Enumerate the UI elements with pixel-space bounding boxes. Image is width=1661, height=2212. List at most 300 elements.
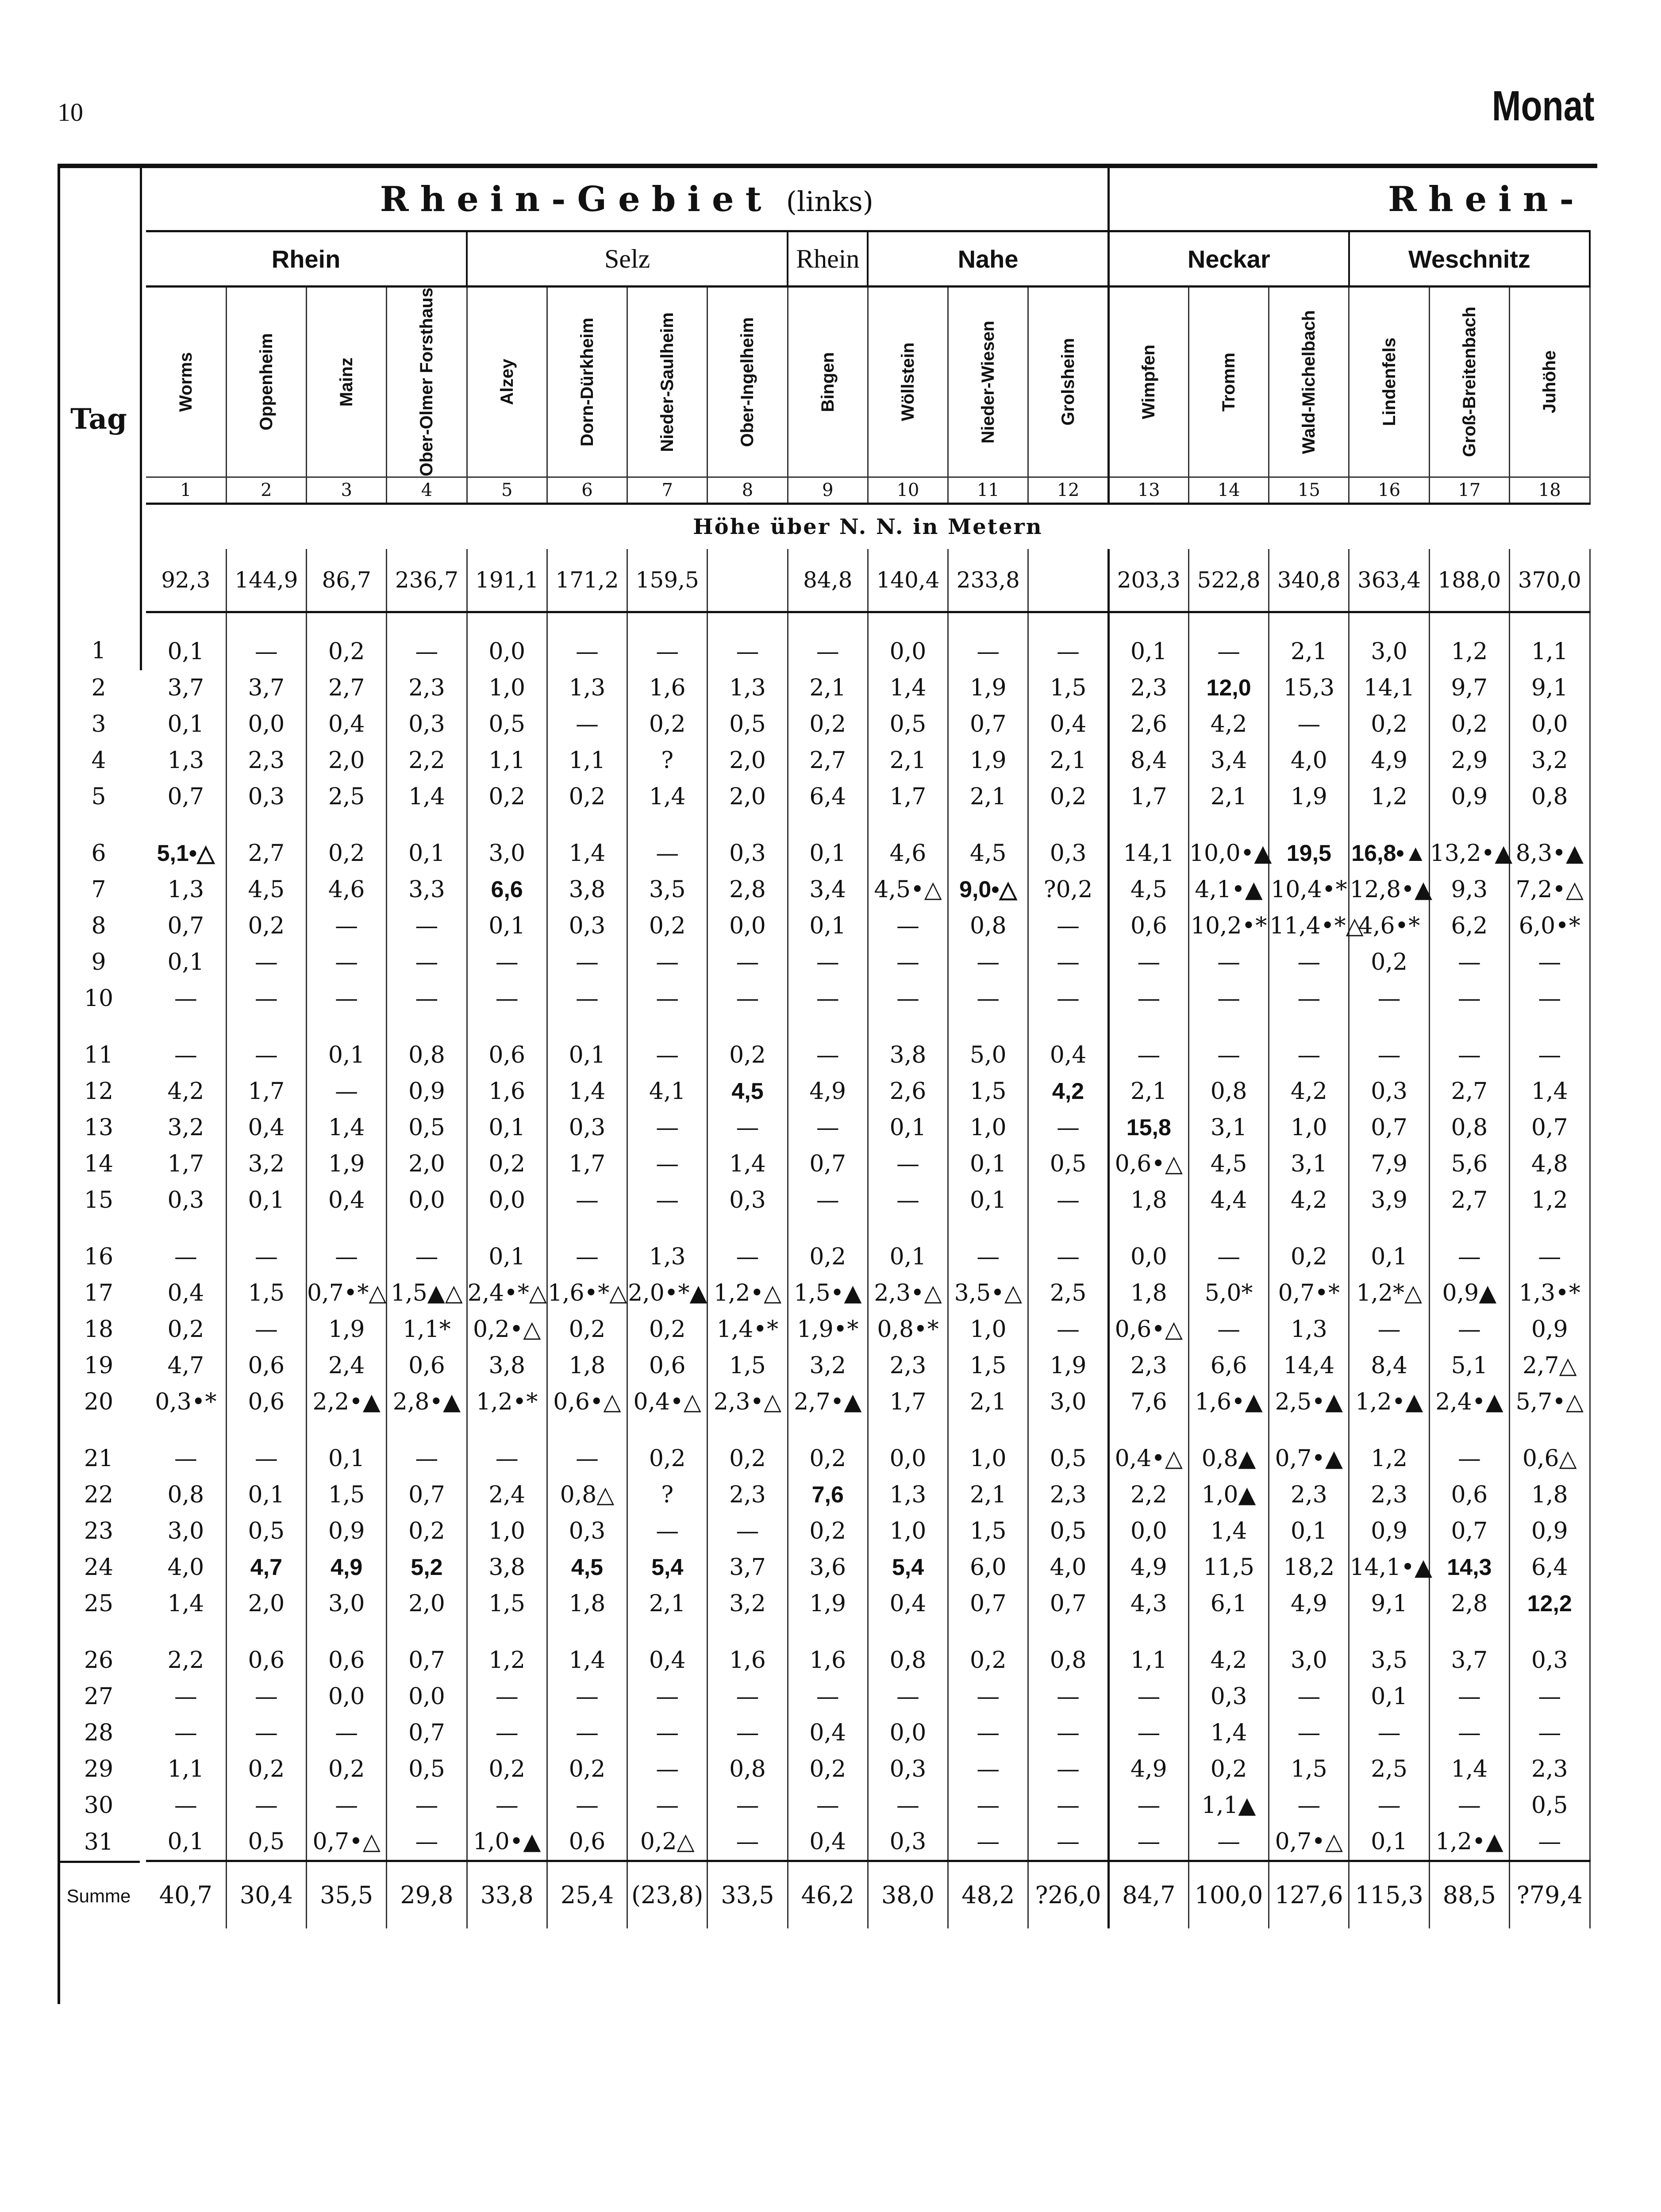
table-cell: 14,1 [1349, 670, 1429, 706]
table-cell: — [146, 1218, 226, 1275]
table-cell: 0,6 [226, 1348, 306, 1384]
summe-value: (23,8) [627, 1861, 707, 1928]
table-cell: 4,9 [1108, 1549, 1188, 1586]
table-cell: 0,2•△ [467, 1311, 547, 1348]
table-cell: 0,1 [1349, 1824, 1429, 1861]
station-header-row [146, 287, 1590, 477]
region-right-header [1108, 168, 1590, 231]
table-cell: 1,0▲ [1188, 1477, 1269, 1513]
table-cell: 1,2•* [467, 1384, 547, 1420]
summe-value: 46,2 [788, 1861, 868, 1928]
elevation-value: 140,4 [868, 549, 948, 612]
table-cell: — [948, 1824, 1028, 1861]
column-number: 2 [226, 477, 306, 503]
table-cell: — [1028, 1218, 1108, 1275]
table-row [146, 1182, 1590, 1218]
table-cell: — [547, 1218, 627, 1275]
table-cell: 0,7 [146, 908, 226, 944]
table-cell: — [788, 980, 868, 1017]
station-name: Worms [176, 352, 196, 412]
table-cell: — [307, 944, 387, 980]
table-cell: 0,0 [868, 1420, 948, 1477]
table-cell: — [1188, 1017, 1269, 1073]
table-cell: 2,7•▲ [788, 1384, 868, 1420]
column-number: 15 [1269, 477, 1349, 503]
table-cell: 4,2 [1269, 1182, 1349, 1218]
table-row [146, 1622, 1590, 1678]
station-name: Grolsheim [1058, 338, 1078, 426]
table-cell: 0,3 [1188, 1678, 1269, 1715]
station-name: Nieder-Wiesen [978, 320, 998, 444]
table-cell: — [1188, 980, 1269, 1017]
station-header [1429, 287, 1509, 477]
table-cell: 0,8 [868, 1622, 948, 1678]
table-cell: — [1028, 1311, 1108, 1348]
table-row [146, 742, 1590, 779]
table-cell: 0,2 [788, 1513, 868, 1549]
table-cell: — [1188, 1824, 1269, 1861]
table-cell: — [1349, 1787, 1429, 1824]
table-cell: 3,0 [1269, 1622, 1349, 1678]
table-cell: — [547, 1420, 627, 1477]
table-cell: 0,6•△ [547, 1384, 627, 1420]
table-cell: 2,3 [1510, 1751, 1590, 1787]
table-cell: 0,1 [226, 1477, 306, 1513]
table-cell: 0,9 [307, 1513, 387, 1549]
table-cell: 0,2 [307, 612, 387, 670]
table-cell: — [467, 1715, 547, 1751]
table-cell: 0,2 [627, 1420, 707, 1477]
table-cell: 0,3 [1510, 1622, 1590, 1678]
station-header [387, 287, 467, 477]
table-cell: 0,1 [868, 1110, 948, 1146]
table-cell: — [1269, 980, 1349, 1017]
table-cell: 9,0•△ [948, 872, 1028, 908]
table-cell: — [868, 1146, 948, 1182]
table-top-border [58, 164, 1597, 168]
table-cell: 0,4 [868, 1586, 948, 1622]
table-cell: 3,2 [226, 1146, 306, 1182]
table-cell: — [788, 612, 868, 670]
table-cell: 3,7 [226, 670, 306, 706]
table-row [146, 1824, 1590, 1861]
summe-value: ?79,4 [1510, 1861, 1590, 1928]
table-cell: 4,9 [1349, 742, 1429, 779]
table-cell: 15,8 [1108, 1110, 1188, 1146]
table-row [146, 1751, 1590, 1787]
table-cell: 0,0 [868, 612, 948, 670]
station-name: Wöllstein [898, 342, 918, 422]
station-header [788, 287, 868, 477]
table-cell: — [226, 612, 306, 670]
table-cell: — [226, 1420, 306, 1477]
table-cell: 0,8 [146, 1477, 226, 1513]
table-cell: 5,4 [868, 1549, 948, 1586]
table-cell: 1,9 [1028, 1348, 1108, 1384]
table-cell: — [1028, 908, 1108, 944]
table-cell: 0,7•*△ [307, 1275, 387, 1311]
table-cell: 1,0 [467, 1513, 547, 1549]
table-cell: 2,7 [307, 670, 387, 706]
table-cell: 0,8 [948, 908, 1028, 944]
table-cell: — [1028, 1715, 1108, 1751]
table-cell: — [1028, 1182, 1108, 1218]
table-cell: 1,1 [547, 742, 627, 779]
table-cell: 2,0 [307, 742, 387, 779]
table-cell: 3,6 [788, 1549, 868, 1586]
table-cell: 1,1 [1510, 612, 1590, 670]
table-cell: 0,2 [1349, 944, 1429, 980]
station-header [1349, 287, 1429, 477]
table-cell: 4,2 [1269, 1073, 1349, 1110]
table-cell: — [547, 1787, 627, 1824]
table-cell: 0,1 [146, 944, 226, 980]
table-cell: 1,5 [1269, 1751, 1349, 1787]
table-cell: 0,3 [1028, 815, 1108, 872]
table-cell: 10,0•▲ [1188, 815, 1269, 872]
day-number: 20 [84, 1388, 114, 1415]
table-cell: — [387, 612, 467, 670]
table-cell: 0,3 [1349, 1073, 1429, 1110]
table-cell: 0,2 [627, 1311, 707, 1348]
table-cell: — [627, 1182, 707, 1218]
table-cell: — [226, 1311, 306, 1348]
table-cell: 1,1 [146, 1751, 226, 1787]
table-cell: 0,1 [307, 1420, 387, 1477]
table-cell: 6,4 [788, 779, 868, 815]
table-cell: — [868, 1678, 948, 1715]
table-cell: 2,2 [1108, 1477, 1188, 1513]
table-cell: — [627, 980, 707, 1017]
day-number: 11 [84, 1041, 114, 1068]
table-cell: — [146, 1017, 226, 1073]
table-cell: 2,3 [707, 1477, 788, 1513]
table-cell: 0,1 [547, 1017, 627, 1073]
table-cell: 0,6 [226, 1384, 306, 1420]
table-cell: 3,8 [467, 1549, 547, 1586]
table-cell: 1,8 [1108, 1182, 1188, 1218]
table-cell: — [1028, 1110, 1108, 1146]
table-cell: — [467, 1420, 547, 1477]
station-header [948, 287, 1028, 477]
table-cell: 0,2 [467, 1146, 547, 1182]
summe-value: 29,8 [387, 1861, 467, 1928]
table-row [146, 1073, 1590, 1110]
column-number: 5 [467, 477, 547, 503]
table-cell: — [1349, 1715, 1429, 1751]
summe-value: 33,5 [707, 1861, 788, 1928]
table-cell: 1,1▲ [1188, 1787, 1269, 1824]
table-cell: 0,0 [1108, 1513, 1188, 1549]
table-cell: — [1269, 1715, 1349, 1751]
table-cell: 1,4 [1188, 1513, 1269, 1549]
table-cell: — [467, 980, 547, 1017]
table-cell: — [1188, 612, 1269, 670]
table-cell: 0,1 [868, 1218, 948, 1275]
table-cell: — [146, 1715, 226, 1751]
table-cell: 14,1 [1108, 815, 1188, 872]
column-number: 10 [868, 477, 948, 503]
table-cell: 0,8 [707, 1751, 788, 1787]
table-cell: — [707, 612, 788, 670]
table-cell: 6,0 [948, 1549, 1028, 1586]
table-cell: 1,7 [547, 1146, 627, 1182]
table-cell: 10,4•* [1269, 872, 1349, 908]
table-cell: 8,3•▲ [1510, 815, 1590, 872]
table-cell: — [1510, 1218, 1590, 1275]
table-cell: — [868, 980, 948, 1017]
table-cell: 2,3 [1269, 1477, 1349, 1513]
table-cell: 3,5•△ [948, 1275, 1028, 1311]
table-cell: — [307, 980, 387, 1017]
table-row [146, 944, 1590, 980]
table-cell: 1,2*△ [1349, 1275, 1429, 1311]
table-cell: 3,8 [547, 872, 627, 908]
table-cell: 1,4•* [707, 1311, 788, 1348]
river-header: Neckar [1108, 231, 1349, 287]
table-cell: 0,0 [1510, 706, 1590, 742]
region-right-title: Rhein- [1388, 179, 1585, 219]
table-cell: 0,0 [868, 1715, 948, 1751]
table-cell: 3,0 [146, 1513, 226, 1549]
table-cell: 5,6 [1429, 1146, 1509, 1182]
table-cell: — [1429, 1787, 1509, 1824]
day-number: 27 [84, 1683, 114, 1710]
table-cell: 4,0 [1028, 1549, 1108, 1586]
elevation-value: 203,3 [1108, 549, 1188, 612]
table-cell: 0,6 [307, 1622, 387, 1678]
elevation-row [146, 549, 1590, 612]
table-cell: 1,2 [1429, 612, 1509, 670]
table-cell: 0,8•* [868, 1311, 948, 1348]
table-cell: 0,7 [788, 1146, 868, 1182]
table-cell: 1,0 [1269, 1110, 1349, 1146]
table-cell: 0,7•△ [307, 1824, 387, 1861]
day-number: 31 [84, 1828, 114, 1855]
table-cell: 7,6 [788, 1477, 868, 1513]
table-row [146, 1477, 1590, 1513]
table-cell: 10,2•* [1188, 908, 1269, 944]
table-cell: 6,0•* [1510, 908, 1590, 944]
summe-value: 38,0 [868, 1861, 948, 1928]
table-cell: 2,3•△ [707, 1384, 788, 1420]
table-cell: 0,7 [948, 1586, 1028, 1622]
day-number: 3 [91, 710, 106, 737]
table-cell: 12,8•▲ [1349, 872, 1429, 908]
summe-value: 100,0 [1188, 1861, 1269, 1928]
column-number: 1 [146, 477, 226, 503]
elevation-value: 144,9 [226, 549, 306, 612]
table-cell: — [1108, 1017, 1188, 1073]
table-cell: — [1269, 1787, 1349, 1824]
table-cell: 0,4 [226, 1110, 306, 1146]
table-cell: 0,4•△ [1108, 1420, 1188, 1477]
table-cell: — [387, 980, 467, 1017]
station-name: Ober-Ingelheim [738, 317, 757, 447]
table-cell: — [387, 1787, 467, 1824]
table-cell: — [1269, 706, 1349, 742]
table-cell: 0,1 [788, 815, 868, 872]
table-cell: ? [627, 742, 707, 779]
table-cell: 4,6•* [1349, 908, 1429, 944]
table-cell: 14,1•▲ [1349, 1549, 1429, 1586]
table-cell: 3,0 [467, 815, 547, 872]
table-cell: 2,5 [307, 779, 387, 815]
table-cell: 2,1 [948, 1477, 1028, 1513]
table-cell: — [1429, 1017, 1509, 1073]
column-number: 17 [1429, 477, 1509, 503]
table-cell: 5,2 [387, 1549, 467, 1586]
river-header: Selz [467, 231, 788, 287]
table-cell: 0,0 [1108, 1218, 1188, 1275]
table-row [146, 1715, 1590, 1751]
table-cell: 3,1 [1269, 1146, 1349, 1182]
table-row [146, 1549, 1590, 1586]
table-cell: 0,8 [1028, 1622, 1108, 1678]
table-cell: 1,2•△ [707, 1275, 788, 1311]
table-cell: 2,2 [387, 742, 467, 779]
table-cell: 7,2•△ [1510, 872, 1590, 908]
table-cell: 2,7 [788, 742, 868, 779]
table-cell: — [307, 1715, 387, 1751]
table-cell: 6,4 [1510, 1549, 1590, 1586]
table-cell: 4,5 [1188, 1146, 1269, 1182]
table-cell: 12,0 [1188, 670, 1269, 706]
table-cell: 4,5 [226, 872, 306, 908]
station-header [226, 287, 306, 477]
elevation-value: 159,5 [627, 549, 707, 612]
day-number: 28 [84, 1719, 114, 1746]
table-cell: 1,4 [547, 815, 627, 872]
table-row [146, 1513, 1590, 1549]
table-cell: — [788, 1787, 868, 1824]
table-cell: 0,1 [1349, 1218, 1429, 1275]
table-cell: 0,4 [1028, 706, 1108, 742]
table-cell: — [1429, 980, 1509, 1017]
table-cell: 2,5 [1349, 1751, 1429, 1787]
table-row [146, 980, 1590, 1017]
table-cell: 1,5 [948, 1348, 1028, 1384]
day-number: 10 [84, 985, 114, 1012]
table-cell: 1,8 [547, 1586, 627, 1622]
table-cell: 1,8 [1510, 1477, 1590, 1513]
table-cell: 0,6 [627, 1348, 707, 1384]
table-cell: — [1028, 1787, 1108, 1824]
table-cell: 0,1 [146, 612, 226, 670]
elevation-caption-text: Höhe über N. N. in Metern [693, 514, 1043, 539]
table-cell: — [387, 1218, 467, 1275]
table-row [146, 1017, 1590, 1073]
table-cell: 14,4 [1269, 1348, 1349, 1384]
table-cell: — [1269, 1678, 1349, 1715]
table-cell: 0,5 [707, 706, 788, 742]
table-cell: 0,3 [547, 1110, 627, 1146]
column-number: 6 [547, 477, 627, 503]
table-cell: 3,7 [1429, 1622, 1509, 1678]
column-number: 9 [788, 477, 868, 503]
table-cell: 3,8 [868, 1017, 948, 1073]
table-cell: 0,9 [1349, 1513, 1429, 1549]
table-cell: 0,6 [467, 1017, 547, 1073]
table-cell: 4,7 [226, 1549, 306, 1586]
table-cell: — [547, 1715, 627, 1751]
table-cell: 18,2 [1269, 1549, 1349, 1586]
table-cell: 2,3•△ [868, 1275, 948, 1311]
table-cell: — [547, 706, 627, 742]
table-cell: 4,9 [1108, 1751, 1188, 1787]
column-number: 7 [627, 477, 707, 503]
precipitation-table [146, 168, 1591, 1928]
table-cell: — [226, 980, 306, 1017]
table-cell: — [146, 1678, 226, 1715]
table-cell: — [146, 980, 226, 1017]
day-number: 26 [84, 1647, 114, 1674]
table-cell: 2,7 [1429, 1182, 1509, 1218]
table-cell: 1,3 [1269, 1311, 1349, 1348]
table-cell: — [1429, 1420, 1509, 1477]
table-cell: 3,1 [1188, 1110, 1269, 1146]
table-cell: — [627, 815, 707, 872]
table-cell: — [226, 1678, 306, 1715]
day-number: 21 [84, 1445, 114, 1472]
column-number: 3 [307, 477, 387, 503]
table-cell: 4,6 [307, 872, 387, 908]
table-cell: 1,7 [146, 1146, 226, 1182]
elevation-value: 370,0 [1510, 549, 1590, 612]
table-cell: — [146, 1787, 226, 1824]
table-cell: — [627, 1787, 707, 1824]
day-number: 22 [84, 1481, 114, 1508]
table-cell: 1,4 [868, 670, 948, 706]
river-header: Rhein [788, 231, 868, 287]
table-cell: 4,0 [1269, 742, 1349, 779]
table-cell: 0,6 [387, 1348, 467, 1384]
table-cell: 1,6 [627, 670, 707, 706]
table-cell: 2,1 [627, 1586, 707, 1622]
day-number: 30 [84, 1792, 114, 1819]
table-cell: — [707, 1110, 788, 1146]
table-cell: 2,0 [387, 1586, 467, 1622]
table-cell: — [627, 1751, 707, 1787]
table-cell: 2,3 [226, 742, 306, 779]
table-cell: — [307, 908, 387, 944]
table-cell: 1,0•▲ [467, 1824, 547, 1861]
table-cell: 2,6 [868, 1073, 948, 1110]
table-cell: 0,1 [1349, 1678, 1429, 1715]
table-cell: 2,5 [1028, 1275, 1108, 1311]
table-cell: — [948, 1218, 1028, 1275]
table-cell: 2,3 [1108, 1348, 1188, 1384]
day-number: 9 [91, 949, 106, 975]
station-name: Juhöhe [1540, 350, 1560, 414]
summe-value: 33,8 [467, 1861, 547, 1928]
table-cell: 1,0 [948, 1420, 1028, 1477]
table-cell: 3,4 [1188, 742, 1269, 779]
table-cell: — [1108, 1787, 1188, 1824]
station-header [627, 287, 707, 477]
table-cell: 4,7 [146, 1348, 226, 1384]
summe-value: 84,7 [1108, 1861, 1188, 1928]
table-cell: 1,2•▲ [1349, 1384, 1429, 1420]
summe-value: 88,5 [1429, 1861, 1509, 1928]
table-cell: 0,2 [467, 779, 547, 815]
table-cell: 1,5 [948, 1513, 1028, 1549]
station-name: Lindenfels [1379, 338, 1399, 426]
table-cell: — [1188, 1311, 1269, 1348]
table-cell: — [627, 612, 707, 670]
table-cell: 1,3 [868, 1477, 948, 1513]
table-cell: 0,2 [1429, 706, 1509, 742]
